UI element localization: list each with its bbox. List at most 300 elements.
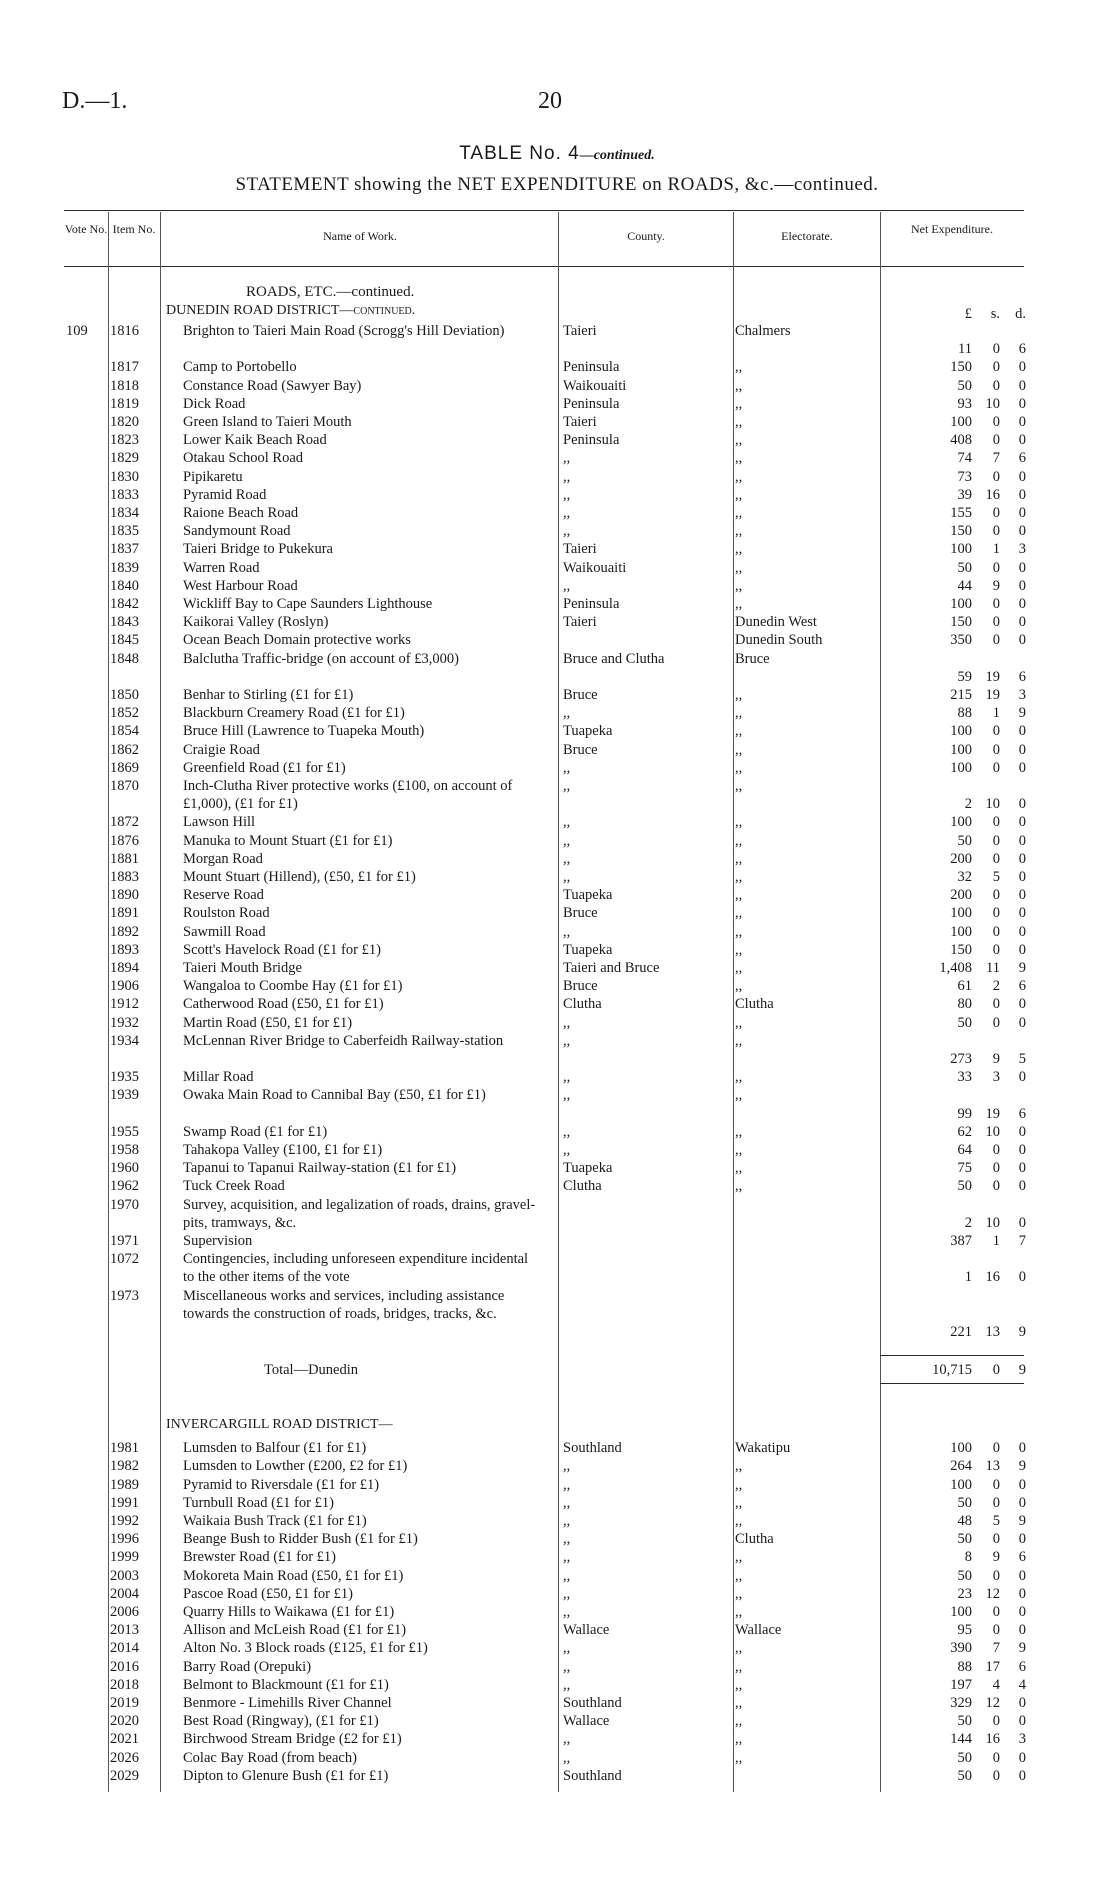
- amount-part: 0: [992, 814, 1000, 831]
- work-name: Otakau School Road: [183, 450, 304, 467]
- electorate-name: Wallace: [735, 1622, 782, 1639]
- county-name: Peninsula: [563, 395, 620, 412]
- amount-part: 390: [950, 1640, 972, 1657]
- county-name: ,,: [563, 850, 571, 867]
- net-expenditure: [880, 1014, 1026, 1032]
- net-expenditure: [880, 1767, 1026, 1785]
- electorate-name: ,,: [735, 1658, 743, 1675]
- county-name: ,,: [563, 1549, 571, 1566]
- county-name: Peninsula: [563, 359, 620, 376]
- amount-part: 0: [1018, 632, 1026, 649]
- work-name: Wangaloa to Coombe Hay (£1 for £1): [183, 978, 403, 995]
- item-number: 1960: [110, 1160, 139, 1177]
- electorate-name: ,,: [735, 778, 743, 794]
- amount-part: 100: [950, 923, 972, 940]
- amount-part: 0: [992, 1531, 1000, 1548]
- item-number: 2020: [110, 1713, 139, 1730]
- item-number: 1883: [110, 869, 139, 885]
- amount-part: 0: [992, 850, 1000, 867]
- county-name: ,,: [563, 1604, 571, 1620]
- net-expenditure: [880, 486, 1026, 504]
- county-name: ,,: [563, 523, 571, 540]
- amount-part: 1: [992, 541, 1000, 558]
- item-number: 1958: [110, 1142, 139, 1158]
- amount-part: 9: [1018, 960, 1026, 976]
- amount-part: 100: [950, 1604, 972, 1620]
- amount-part: 264: [950, 1458, 972, 1475]
- net-expenditure: [880, 1050, 1026, 1068]
- net-expenditure: [880, 340, 1026, 358]
- amount-part: 3: [992, 1069, 1000, 1086]
- work-name: Manuka to Mount Stuart (£1 for £1): [183, 832, 393, 849]
- electorate-name: ,,: [735, 1494, 743, 1511]
- amount-part: 32: [957, 869, 972, 885]
- work-name: Lumsden to Lowther (£200, £2 for £1): [183, 1458, 408, 1475]
- table-title: TABLE No. 4—continued.: [459, 143, 655, 164]
- net-expenditure: [880, 1676, 1026, 1694]
- amount-part: 0: [1018, 1622, 1026, 1639]
- county-name: Bruce and Clutha: [563, 650, 665, 667]
- amount-part: 1: [992, 1233, 1000, 1249]
- electorate-name: ,,: [735, 523, 743, 540]
- amount-part: 0: [992, 1604, 1000, 1620]
- work-name: Dipton to Glenure Bush (£1 for £1): [183, 1767, 389, 1784]
- amount-part: 93: [957, 395, 972, 412]
- county-name: ,,: [563, 1014, 571, 1031]
- net-expenditure: [880, 1141, 1026, 1159]
- work-name: Survey, acquisition, and legalization of roads, drains, gravel-pits, tramways, &c.: [183, 1196, 536, 1231]
- electorate-name: ,,: [735, 832, 743, 849]
- electorate-name: ,,: [735, 1731, 743, 1748]
- electorate-name: ,,: [735, 577, 743, 594]
- county-name: ,,: [563, 705, 571, 722]
- amount-part: 0: [992, 1142, 1000, 1158]
- item-number: 1837: [110, 541, 139, 558]
- electorate-name: ,,: [735, 850, 743, 867]
- net-expenditure: [880, 1457, 1026, 1475]
- net-expenditure: [880, 1105, 1026, 1123]
- amount-part: 0: [1018, 559, 1026, 576]
- county-name: Taieri and Bruce: [563, 960, 660, 976]
- amount-part: 155: [950, 505, 972, 521]
- county-name: Tuapeka: [563, 941, 613, 958]
- item-number: 1992: [110, 1513, 139, 1529]
- amount-part: 9: [1018, 1324, 1026, 1340]
- amount-part: 80: [957, 996, 972, 1013]
- item-number: 1981: [110, 1440, 139, 1457]
- amount-part: 64: [957, 1142, 972, 1158]
- item-number: 1894: [110, 960, 139, 976]
- col-county: County.: [627, 229, 665, 243]
- amount-part: 0: [1018, 996, 1026, 1013]
- work-name: Swamp Road (£1 for £1): [183, 1123, 328, 1140]
- amount-part: 39: [957, 486, 972, 503]
- electorate-name: Clutha: [735, 996, 774, 1013]
- net-expenditure: [880, 759, 1026, 777]
- net-expenditure: [880, 959, 1026, 977]
- item-number: 2014: [110, 1640, 139, 1657]
- item-number: 1892: [110, 923, 139, 940]
- work-name: Best Road (Ringway), (£1 for £1): [183, 1713, 379, 1730]
- electorate-name: ,,: [735, 1087, 743, 1104]
- amount-part: 19: [985, 668, 1000, 685]
- net-expenditure: [880, 813, 1026, 831]
- electorate-name: Bruce: [735, 650, 770, 667]
- amount-part: 0: [1018, 577, 1026, 594]
- amount-part: 0: [992, 1622, 1000, 1639]
- county-name: ,,: [563, 577, 571, 594]
- amount-part: 0: [1018, 1531, 1026, 1548]
- work-name: Scott's Havelock Road (£1 for £1): [183, 941, 381, 958]
- work-name: Waikaia Bush Track (£1 for £1): [183, 1513, 367, 1529]
- amount-part: 0: [1018, 887, 1026, 904]
- county-name: ,,: [563, 869, 571, 885]
- work-name: Sawmill Road: [183, 923, 266, 940]
- amount-part: 0: [992, 632, 1000, 649]
- amount-part: 50: [957, 559, 972, 576]
- amount-part: 0: [1018, 468, 1026, 485]
- amount-part: 0: [992, 941, 1000, 958]
- work-name: Taieri Bridge to Pukekura: [183, 541, 333, 558]
- item-number: 1840: [110, 577, 139, 594]
- electorate-name: Chalmers: [735, 323, 791, 339]
- amount-part: 0: [992, 505, 1000, 521]
- net-expenditure: [880, 1585, 1026, 1603]
- county-name: ,,: [563, 832, 571, 849]
- work-name: Mokoreta Main Road (£50, £1 for £1): [183, 1567, 404, 1584]
- amount-part: 1,408: [939, 960, 972, 976]
- work-name: Barry Road (Orepuki): [183, 1658, 312, 1675]
- county-name: Southland: [563, 1767, 622, 1784]
- electorate-name: ,,: [735, 1014, 743, 1031]
- net-expenditure: [880, 559, 1026, 577]
- electorate-name: Wakatipu: [735, 1440, 791, 1457]
- amount-part: 0: [1018, 759, 1026, 776]
- net-expenditure: [880, 704, 1026, 722]
- electorate-name: ,,: [735, 1713, 743, 1730]
- county-name: ,,: [563, 1658, 571, 1675]
- electorate-name: ,,: [735, 687, 743, 703]
- item-number: 1891: [110, 905, 139, 922]
- work-name: Lower Kaik Beach Road: [183, 432, 327, 449]
- amount-part: 0: [1018, 1440, 1026, 1457]
- item-number: 1932: [110, 1014, 139, 1031]
- amount-part: 408: [950, 432, 972, 449]
- electorate-name: ,,: [735, 395, 743, 412]
- amount-part: 10: [985, 395, 1000, 412]
- amount-part: 150: [950, 614, 972, 631]
- work-name: Brewster Road (£1 for £1): [183, 1549, 337, 1566]
- amount-part: 50: [957, 1713, 972, 1730]
- amount-part: 9: [1018, 705, 1026, 722]
- amount-part: 150: [950, 941, 972, 958]
- amount-part: 0: [1018, 1214, 1026, 1231]
- electorate-name: ,,: [735, 1458, 743, 1475]
- amount-part: 0: [1018, 1767, 1026, 1784]
- item-number: 1970: [110, 1196, 139, 1213]
- item-number: 1869: [110, 759, 139, 776]
- net-expenditure: [880, 613, 1026, 631]
- net-expenditure: [880, 431, 1026, 449]
- amount-part: 12: [985, 1695, 1000, 1711]
- county-name: Bruce: [563, 905, 598, 922]
- work-name: Kaikorai Valley (Roslyn): [183, 614, 329, 631]
- amount-part: 50: [957, 1531, 972, 1548]
- electorate-name: ,,: [735, 359, 743, 376]
- amount-part: 0: [1018, 1695, 1026, 1711]
- electorate-name: ,,: [735, 1513, 743, 1529]
- item-number: 1834: [110, 505, 139, 521]
- county-name: Taieri: [563, 414, 597, 430]
- net-expenditure: [880, 395, 1026, 413]
- amount-part: 100: [950, 814, 972, 831]
- work-name: Blackburn Creamery Road (£1 for £1): [183, 705, 405, 722]
- county-name: Tuapeka: [563, 723, 613, 740]
- item-number: 1854: [110, 723, 139, 740]
- amount-part: 0: [992, 1567, 1000, 1584]
- net-expenditure: [880, 1232, 1026, 1250]
- item-number: 1935: [110, 1069, 139, 1086]
- electorate-name: ,,: [735, 541, 743, 558]
- amount-part: 0: [1018, 596, 1026, 612]
- net-expenditure: [880, 832, 1026, 850]
- amount-part: 0: [1018, 1476, 1026, 1493]
- item-number: 1820: [110, 414, 139, 430]
- amount-part: 8: [964, 1549, 972, 1566]
- amount-part: 9: [1018, 1640, 1026, 1657]
- amount-part: 0: [1018, 869, 1026, 885]
- amount-part: 3: [1018, 1731, 1026, 1748]
- item-number: 2006: [110, 1604, 139, 1620]
- electorate-name: ,,: [735, 941, 743, 958]
- county-name: ,,: [563, 1032, 571, 1049]
- net-expenditure: [880, 1621, 1026, 1639]
- amount-part: 61: [957, 978, 972, 995]
- electorate-name: ,,: [735, 559, 743, 576]
- amount-part: 0: [1018, 377, 1026, 394]
- amount-part: 50: [957, 1567, 972, 1584]
- work-name: Raione Beach Road: [183, 505, 299, 521]
- item-number: 1819: [110, 395, 139, 412]
- county-name: Southland: [563, 1440, 622, 1457]
- amount-part: 200: [950, 887, 972, 904]
- net-expenditure: [880, 795, 1026, 813]
- amount-part: 0: [1018, 523, 1026, 540]
- county-name: Tuapeka: [563, 887, 613, 904]
- amount-part: 0: [992, 341, 1000, 358]
- county-name: ,,: [563, 1731, 571, 1748]
- amount-part: 100: [950, 723, 972, 740]
- amount-part: 0: [1018, 723, 1026, 740]
- work-name: Wickliff Bay to Cape Saunders Lighthouse: [183, 596, 433, 612]
- amount-part: 0: [992, 1014, 1000, 1031]
- electorate-name: ,,: [735, 1604, 743, 1620]
- amount-part: 50: [957, 832, 972, 849]
- amount-part: 0: [992, 1476, 1000, 1493]
- electorate-name: ,,: [735, 486, 743, 503]
- electorate-name: ,,: [735, 1585, 743, 1602]
- work-name: Benhar to Stirling (£1 for £1): [183, 687, 354, 703]
- amount-part: 4: [992, 1676, 1000, 1693]
- item-number: 1912: [110, 996, 139, 1013]
- county-name: Taieri: [563, 541, 597, 558]
- amount-part: 0: [1018, 1014, 1026, 1031]
- net-expenditure: [880, 1268, 1026, 1286]
- column-divider: [108, 212, 109, 1792]
- amount-part: 95: [957, 1622, 972, 1639]
- county-name: Peninsula: [563, 432, 620, 449]
- col-electorate: Electorate.: [781, 229, 833, 243]
- amount-part: 0: [1018, 850, 1026, 867]
- electorate-name: ,,: [735, 1749, 743, 1766]
- amount-part: 0: [1018, 1604, 1026, 1620]
- item-number: 1939: [110, 1087, 139, 1104]
- total-label: Total—Dunedin: [264, 1362, 359, 1379]
- net-expenditure: [880, 1512, 1026, 1530]
- amount-part: 0: [992, 523, 1000, 540]
- section-invercargill-heading: INVERCARGILL ROAD DISTRICT—: [166, 1417, 393, 1433]
- amount-part: 0: [1018, 1178, 1026, 1195]
- net-expenditure: [880, 850, 1026, 868]
- work-name: Inch-Clutha River protective works (£100, on account of £1,000), (£1 for £1): [183, 778, 513, 813]
- work-name: Warren Road: [183, 559, 260, 576]
- work-name: Belmont to Blackmount (£1 for £1): [183, 1676, 389, 1693]
- net-expenditure: [880, 577, 1026, 595]
- work-name: Pipikaretu: [183, 468, 243, 485]
- net-expenditure: [880, 995, 1026, 1013]
- amount-part: 0: [1018, 941, 1026, 958]
- amount-part: 0: [1018, 432, 1026, 449]
- item-number: 1996: [110, 1531, 139, 1548]
- amount-part: 329: [950, 1695, 972, 1711]
- net-expenditure: [880, 1658, 1026, 1676]
- amount-part: 73: [957, 468, 972, 485]
- amount-part: 221: [950, 1324, 972, 1340]
- county-name: Tuapeka: [563, 1160, 613, 1177]
- net-expenditure: [880, 1567, 1026, 1585]
- item-number: 1843: [110, 614, 139, 631]
- amount-part: 0: [992, 1362, 1000, 1379]
- amount-part: 12: [985, 1585, 1000, 1602]
- item-number: 1989: [110, 1476, 139, 1493]
- col-net-expenditure: Net Expenditure.: [911, 222, 993, 236]
- amount-part: 0: [1018, 923, 1026, 940]
- amount-part: 100: [950, 541, 972, 558]
- item-number: 1862: [110, 741, 139, 758]
- net-expenditure: [880, 1323, 1026, 1341]
- county-name: ,,: [563, 1069, 571, 1086]
- electorate-name: ,,: [735, 432, 743, 449]
- currency-unit: d.: [1015, 306, 1026, 322]
- amount-part: 0: [992, 1160, 1000, 1177]
- county-name: ,,: [563, 468, 571, 485]
- electorate-name: ,,: [735, 1178, 743, 1195]
- amount-part: 100: [950, 759, 972, 776]
- column-divider: [160, 212, 161, 1792]
- county-name: Bruce: [563, 687, 598, 703]
- county-name: ,,: [563, 450, 571, 467]
- amount-part: 10,715: [932, 1362, 972, 1379]
- county-name: Wallace: [563, 1713, 610, 1730]
- county-name: ,,: [563, 1640, 571, 1657]
- county-name: Waikouaiti: [563, 559, 627, 576]
- item-number: 1852: [110, 705, 139, 722]
- total-amount: [880, 1361, 1026, 1379]
- work-name: Colac Bay Road (from beach): [183, 1749, 357, 1766]
- amount-part: 0: [1018, 395, 1026, 412]
- electorate-name: ,,: [735, 468, 743, 485]
- electorate-name: ,,: [735, 1142, 743, 1158]
- item-number: 1830: [110, 468, 139, 485]
- work-name: Balclutha Traffic-bridge (on account of £3,000): [183, 650, 459, 667]
- amount-part: 6: [1018, 668, 1026, 685]
- net-expenditure: [880, 522, 1026, 540]
- electorate-name: ,,: [735, 978, 743, 995]
- currency-unit: s.: [990, 306, 1000, 322]
- amount-part: 0: [992, 596, 1000, 612]
- item-number: 1876: [110, 832, 139, 849]
- amount-part: 0: [992, 905, 1000, 922]
- amount-part: 74: [957, 450, 972, 467]
- amount-part: 44: [957, 577, 972, 594]
- amount-part: 0: [992, 1178, 1000, 1195]
- county-name: Taieri: [563, 614, 597, 631]
- work-name: Owaka Main Road to Cannibal Bay (£50, £1 for £1): [183, 1087, 486, 1104]
- net-expenditure: [880, 1177, 1026, 1195]
- electorate-name: ,,: [735, 414, 743, 430]
- work-name: West Harbour Road: [183, 577, 298, 594]
- col-vote-no: Vote No.: [64, 222, 108, 236]
- amount-part: 88: [957, 705, 972, 722]
- amount-part: 100: [950, 1476, 972, 1493]
- net-expenditure: [880, 1712, 1026, 1730]
- net-expenditure: [880, 1639, 1026, 1657]
- net-expenditure: [880, 1749, 1026, 1767]
- net-expenditure: [880, 722, 1026, 740]
- county-name: Waikouaiti: [563, 377, 627, 394]
- amount-part: 9: [1018, 1362, 1026, 1379]
- amount-part: 13: [985, 1324, 1000, 1340]
- amount-part: 11: [958, 341, 972, 358]
- electorate-name: ,,: [735, 1695, 743, 1711]
- work-name: Birchwood Stream Bridge (£2 for £1): [183, 1731, 402, 1748]
- work-name: Reserve Road: [183, 887, 264, 904]
- work-name: Quarry Hills to Waikawa (£1 for £1): [183, 1604, 395, 1620]
- work-name: Dick Road: [183, 395, 246, 412]
- amount-part: 100: [950, 414, 972, 430]
- amount-part: 13: [985, 1458, 1000, 1475]
- doc-reference: D.—1.: [62, 88, 128, 114]
- amount-part: 0: [992, 1494, 1000, 1511]
- electorate-name: ,,: [735, 1640, 743, 1657]
- net-expenditure: [880, 1214, 1026, 1232]
- item-number: 2029: [110, 1767, 139, 1784]
- item-number: 1818: [110, 377, 139, 394]
- net-expenditure: [880, 468, 1026, 486]
- amount-part: 387: [950, 1233, 972, 1249]
- electorate-name: ,,: [735, 1549, 743, 1566]
- item-number: 1881: [110, 850, 139, 867]
- work-name: Craigie Road: [183, 741, 260, 758]
- net-expenditure: [880, 1068, 1026, 1086]
- amount-part: 10: [985, 1123, 1000, 1140]
- column-divider: [733, 212, 734, 1792]
- net-expenditure: [880, 377, 1026, 395]
- amount-part: 10: [985, 796, 1000, 813]
- work-name: Tuck Creek Road: [183, 1178, 285, 1195]
- work-name: Pyramid to Riversdale (£1 for £1): [183, 1476, 380, 1493]
- amount-part: 48: [957, 1513, 972, 1529]
